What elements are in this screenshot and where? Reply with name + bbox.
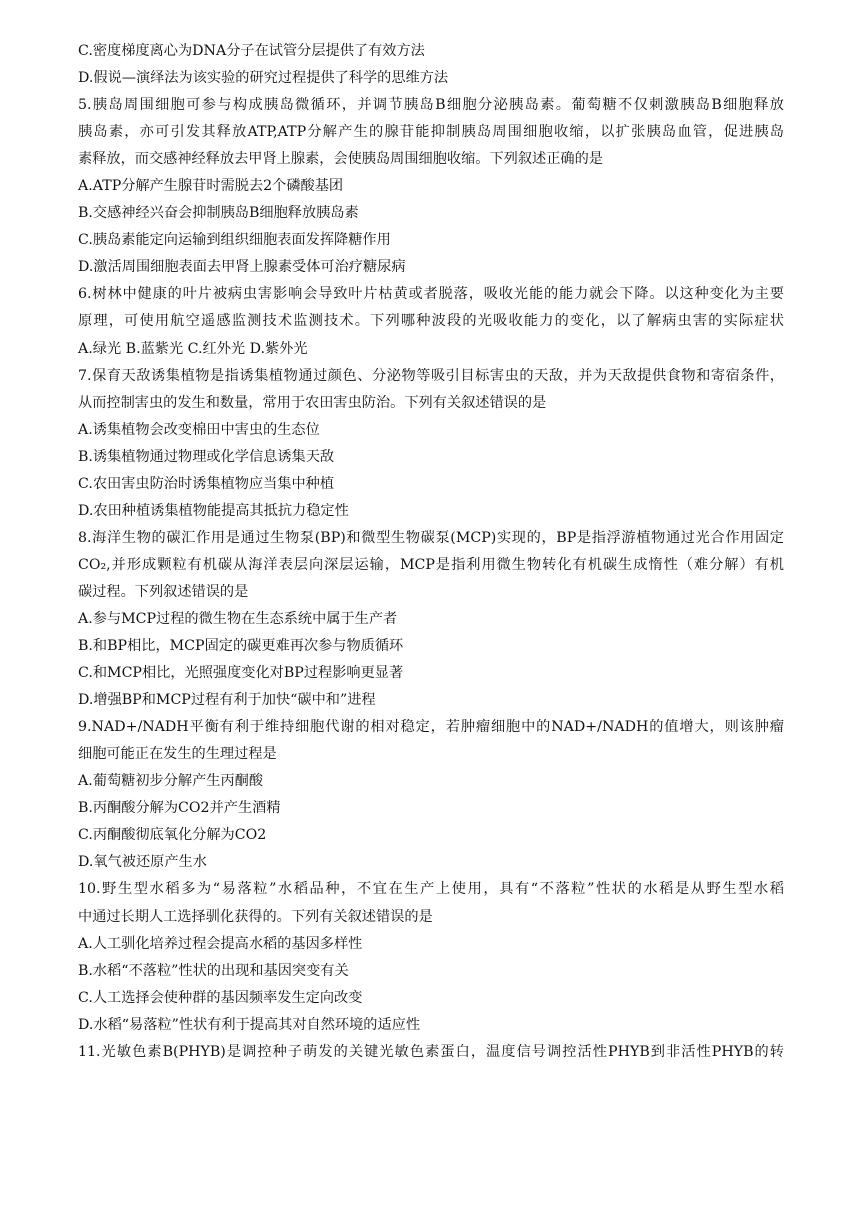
text-line: 素释放，而交感神经释放去甲肾上腺素，会使胰岛周围细胞收缩。下列叙述正确的是 bbox=[78, 151, 603, 168]
text-line: D.农田种植诱集植物能提高其抵抗力稳定性 bbox=[78, 502, 349, 519]
text-line: B.水稻“不落粒”性状的出现和基因突变有关 bbox=[78, 962, 349, 979]
text-line: B.丙酮酸分解为CO2并产生酒精 bbox=[78, 800, 281, 817]
text-line: 从而控制害虫的发生和数量，常用于农田害虫防治。下列有关叙述错误的是 bbox=[78, 394, 547, 411]
text-line: 11.光敏色素B(PHYB)是调控种子萌发的关键光敏色素蛋白，温度信号调控活性PHYB到非活性PHYB的转 bbox=[78, 1043, 784, 1060]
text-line: D.激活周围细胞表面去甲肾上腺素受体可治疗糖尿病 bbox=[78, 259, 406, 276]
text-line: 原理，可使用航空遥感监测技术监测技术。下列哪种波段的光吸收能力的变化，以了解病虫害的实际症状 bbox=[78, 313, 784, 330]
text-line: 9.NAD+/NADH平衡有利于维持细胞代谢的相对稳定，若肿瘤细胞中的NAD+/NADH的值增大，则该肿瘤 bbox=[78, 719, 784, 736]
text-line: C.农田害虫防治时诱集植物应当集中种植 bbox=[78, 475, 335, 492]
text-line: B.交感神经兴奋会抑制胰岛B细胞释放胰岛素 bbox=[78, 205, 359, 222]
text-line: 10.野生型水稻多为“易落粒”水稻品种，不宜在生产上使用，具有“不落粒”性状的水稻是从野生型水稻 bbox=[78, 881, 784, 898]
text-line: A.人工驯化培养过程会提高水稻的基因多样性 bbox=[78, 935, 363, 952]
text-line: 细胞可能正在发生的生理过程是 bbox=[78, 746, 277, 763]
text-line: D.水稻“易落粒”性状有利于提高其对自然环境的适应性 bbox=[78, 1016, 421, 1033]
text-line: 胰岛素，亦可引发其释放ATP,ATP分解产生的腺苷能抑制胰岛周围细胞收缩，以扩张胰岛血管，促进胰岛 bbox=[78, 124, 784, 141]
text-line: A.诱集植物会改变棉田中害虫的生态位 bbox=[78, 421, 320, 438]
text-line: B.诱集植物通过物理或化学信息诱集天敌 bbox=[78, 448, 335, 465]
text-line: 8.海洋生物的碳汇作用是通过生物泵(BP)和微型生物碳泵(MCP)实现的，BP是指浮游植物通过光合作用固定 bbox=[78, 529, 784, 546]
text-line: 5.胰岛周围细胞可参与构成胰岛微循环，并调节胰岛B细胞分泌胰岛素。葡萄糖不仅刺激胰岛B细胞释放 bbox=[78, 97, 784, 114]
text-line: CO₂,并形成颗粒有机碳从海洋表层向深层运输，MCP是指利用微生物转化有机碳生成惰性（难分解）有机 bbox=[78, 556, 784, 573]
text-line: C.丙酮酸彻底氧化分解为CO2 bbox=[78, 827, 267, 844]
text-line: 碳过程。下列叙述错误的是 bbox=[78, 583, 249, 600]
text-line: A.绿光 B.蓝紫光 C.红外光 D.紫外光 bbox=[78, 340, 308, 357]
text-line: B.和BP相比，MCP固定的碳更难再次参与物质循环 bbox=[78, 638, 404, 655]
text-line: D.增强BP和MCP过程有利于加快“碳中和”进程 bbox=[78, 692, 376, 709]
text-line: C.和MCP相比，光照强度变化对BP过程影响更显著 bbox=[78, 665, 404, 682]
text-line: D.假说—演绎法为该实验的研究过程提供了科学的思维方法 bbox=[78, 70, 449, 87]
text-line: A.参与MCP过程的微生物在生态系统中属于生产者 bbox=[78, 610, 398, 627]
text-line: C.胰岛素能定向运输到组织细胞表面发挥降糖作用 bbox=[78, 232, 391, 249]
document-page bbox=[78, 38, 784, 1066]
text-line: C.密度梯度离心为DNA分子在试管分层提供了有效方法 bbox=[78, 43, 425, 59]
text-line: 中通过长期人工选择驯化获得的。下列有关叙述错误的是 bbox=[78, 908, 433, 925]
text-line: C.人工选择会使种群的基因频率发生定向改变 bbox=[78, 989, 363, 1006]
text-line: A.ATP分解产生腺苷时需脱去2个磷酸基团 bbox=[78, 178, 344, 195]
text-line: D.氧气被还原产生水 bbox=[78, 854, 207, 871]
text-line: 6.树林中健康的叶片被病虫害影响会导致叶片枯黄或者脱落，吸收光能的能力就会下降。以这种变化为主要 bbox=[78, 286, 784, 303]
text-line: 7.保育天敌诱集植物是指诱集植物通过颜色、分泌物等吸引目标害虫的天敌，并为天敌提供食物和寄宿条件， bbox=[78, 367, 784, 384]
text-line: A.葡萄糖初步分解产生丙酮酸 bbox=[78, 773, 264, 790]
